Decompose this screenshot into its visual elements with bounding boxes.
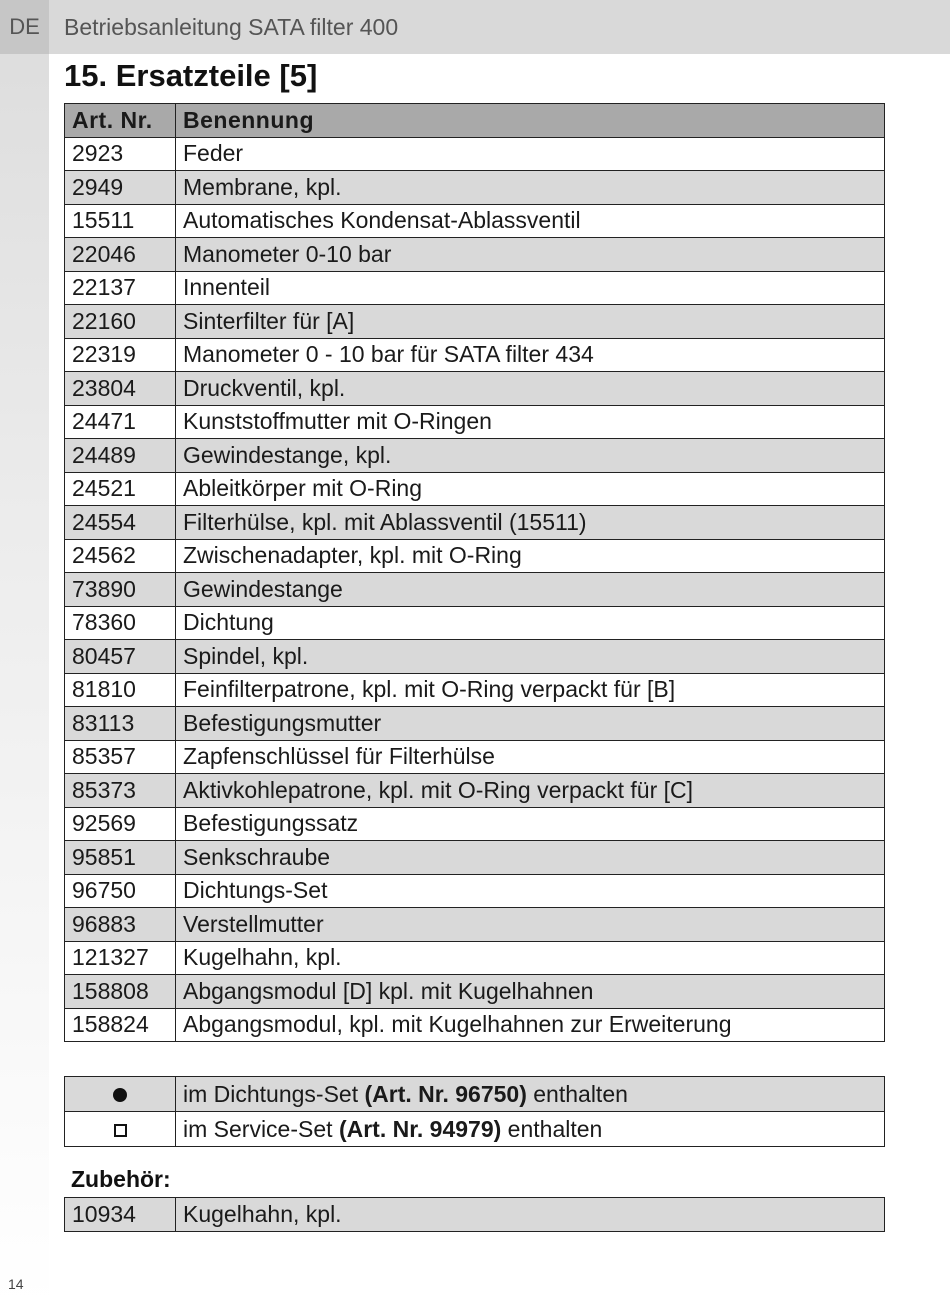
section-title: 15. Ersatzteile [5] xyxy=(64,58,318,93)
art-nr-cell: 15511 xyxy=(65,204,176,238)
legend-row xyxy=(65,1112,885,1147)
table-row xyxy=(65,874,885,908)
benennung-cell: Kunststoffmutter mit O-Ringen xyxy=(176,405,885,439)
art-nr-cell: 10934 xyxy=(65,1198,176,1232)
art-nr-cell: 22137 xyxy=(65,271,176,305)
art-nr-cell: 2949 xyxy=(65,171,176,205)
benennung-cell: Spindel, kpl. xyxy=(176,640,885,674)
art-nr-cell: 23804 xyxy=(65,372,176,406)
benennung-cell: Dichtungs-Set xyxy=(176,874,885,908)
benennung-cell: Manometer 0 - 10 bar für SATA filter 434 xyxy=(176,338,885,372)
art-nr-cell: 158824 xyxy=(65,1008,176,1042)
column-header-benennung: Benennung xyxy=(176,104,885,138)
table-row xyxy=(65,171,885,205)
benennung-cell: Innenteil xyxy=(176,271,885,305)
table-row xyxy=(65,807,885,841)
table-row xyxy=(65,941,885,975)
art-nr-cell: 85357 xyxy=(65,740,176,774)
benennung-cell: Filterhülse, kpl. mit Ablassventil (15511) xyxy=(176,506,885,540)
art-nr-cell: 121327 xyxy=(65,941,176,975)
table-header-row xyxy=(65,104,885,138)
benennung-cell: Gewindestange xyxy=(176,573,885,607)
table-row xyxy=(65,740,885,774)
benennung-cell: Automatisches Kondensat-Ablassventil xyxy=(176,204,885,238)
benennung-cell: Befestigungsmutter xyxy=(176,707,885,741)
benennung-cell: Dichtung xyxy=(176,606,885,640)
table-row xyxy=(65,305,885,339)
benennung-cell: Befestigungssatz xyxy=(176,807,885,841)
table-row xyxy=(65,606,885,640)
art-nr-cell: 95851 xyxy=(65,841,176,875)
column-header-art-nr: Art. Nr. xyxy=(65,104,176,138)
legend-text: im Dichtungs-Set (Art. Nr. 96750) enthalten xyxy=(176,1077,885,1112)
table-row xyxy=(65,573,885,607)
benennung-cell: Feder xyxy=(176,137,885,171)
benennung-cell: Senkschraube xyxy=(176,841,885,875)
benennung-cell: Membrane, kpl. xyxy=(176,171,885,205)
benennung-cell: Feinfilterpatrone, kpl. mit O-Ring verpackt für [B] xyxy=(176,673,885,707)
art-nr-cell: 80457 xyxy=(65,640,176,674)
art-nr-cell: 158808 xyxy=(65,975,176,1009)
table-row xyxy=(65,774,885,808)
art-nr-cell: 85373 xyxy=(65,774,176,808)
table-row xyxy=(65,338,885,372)
legend-symbol-cell xyxy=(65,1077,176,1112)
table-row xyxy=(65,1008,885,1042)
table-row xyxy=(65,238,885,272)
table-row xyxy=(65,841,885,875)
side-margin-band xyxy=(0,0,49,1306)
art-nr-cell: 22046 xyxy=(65,238,176,272)
benennung-cell: Kugelhahn, kpl. xyxy=(176,1198,885,1232)
table-row xyxy=(65,405,885,439)
accessories-table xyxy=(64,1197,885,1232)
art-nr-cell: 83113 xyxy=(65,707,176,741)
table-row xyxy=(65,472,885,506)
table-row xyxy=(65,1198,885,1232)
art-nr-cell: 2923 xyxy=(65,137,176,171)
benennung-cell: Sinterfilter für [A] xyxy=(176,305,885,339)
art-nr-cell: 24471 xyxy=(65,405,176,439)
art-nr-cell: 24489 xyxy=(65,439,176,473)
empty-square-icon xyxy=(114,1124,127,1137)
art-nr-cell: 78360 xyxy=(65,606,176,640)
benennung-cell: Ableitkörper mit O-Ring xyxy=(176,472,885,506)
legend-symbol-cell xyxy=(65,1112,176,1147)
art-nr-cell: 96750 xyxy=(65,874,176,908)
benennung-cell: Gewindestange, kpl. xyxy=(176,439,885,473)
legend-row xyxy=(65,1077,885,1112)
table-row xyxy=(65,673,885,707)
table-row xyxy=(65,539,885,573)
benennung-cell: Aktivkohlepatrone, kpl. mit O-Ring verpackt für [C] xyxy=(176,774,885,808)
art-nr-cell: 96883 xyxy=(65,908,176,942)
benennung-cell: Druckventil, kpl. xyxy=(176,372,885,406)
benennung-cell: Zwischenadapter, kpl. mit O-Ring xyxy=(176,539,885,573)
art-nr-cell: 22160 xyxy=(65,305,176,339)
table-row xyxy=(65,372,885,406)
benennung-cell: Kugelhahn, kpl. xyxy=(176,941,885,975)
legend-table xyxy=(64,1076,885,1147)
art-nr-cell: 24554 xyxy=(65,506,176,540)
table-row xyxy=(65,506,885,540)
art-nr-cell: 24521 xyxy=(65,472,176,506)
benennung-cell: Manometer 0-10 bar xyxy=(176,238,885,272)
benennung-cell: Abgangsmodul [D] kpl. mit Kugelhahnen xyxy=(176,975,885,1009)
benennung-cell: Verstellmutter xyxy=(176,908,885,942)
benennung-cell: Zapfenschlüssel für Filterhülse xyxy=(176,740,885,774)
table-row xyxy=(65,975,885,1009)
art-nr-cell: 73890 xyxy=(65,573,176,607)
art-nr-cell: 81810 xyxy=(65,673,176,707)
benennung-cell: Abgangsmodul, kpl. mit Kugelhahnen zur Erweiterung xyxy=(176,1008,885,1042)
page-number: 14 xyxy=(8,1276,24,1292)
document-title: Betriebsanleitung SATA filter 400 xyxy=(64,14,399,40)
accessories-title: Zubehör: xyxy=(71,1166,171,1192)
table-row xyxy=(65,640,885,674)
art-nr-cell: 22319 xyxy=(65,338,176,372)
table-row xyxy=(65,204,885,238)
table-row xyxy=(65,271,885,305)
legend-text: im Service-Set (Art. Nr. 94979) enthalten xyxy=(176,1112,885,1147)
language-tag: DE xyxy=(0,0,49,54)
art-nr-cell: 24562 xyxy=(65,539,176,573)
page-header xyxy=(0,0,950,54)
art-nr-cell: 92569 xyxy=(65,807,176,841)
table-row xyxy=(65,439,885,473)
table-row xyxy=(65,707,885,741)
parts-table xyxy=(64,103,885,1042)
table-row xyxy=(65,908,885,942)
table-row xyxy=(65,137,885,171)
filled-circle-icon xyxy=(113,1088,127,1102)
